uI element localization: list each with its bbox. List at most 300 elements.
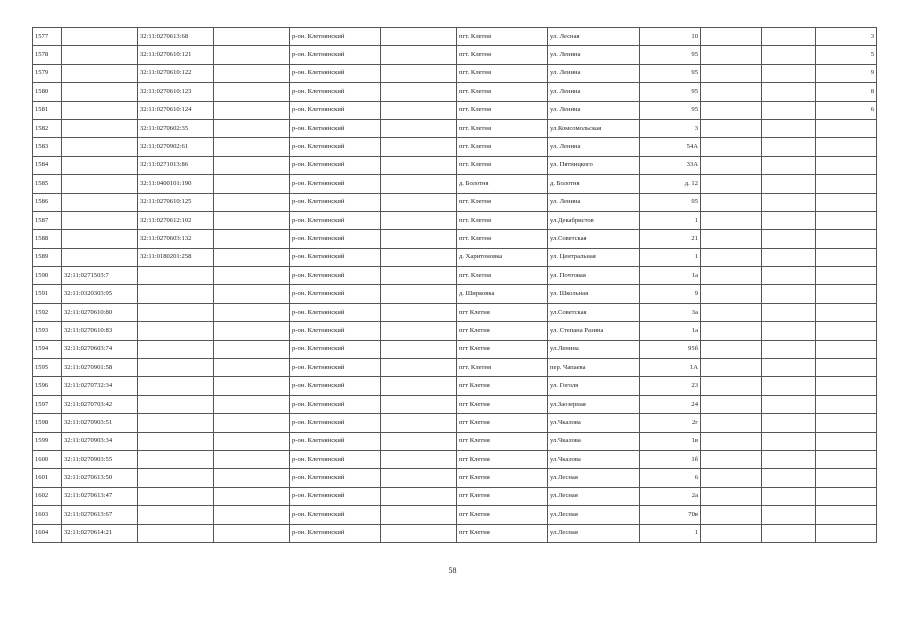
street-cell: ул. Ленина	[548, 138, 640, 156]
house-number-cell: 1б	[640, 450, 701, 468]
cadastral-number-cell: 32:11:0270610:80	[62, 303, 138, 321]
empty-cell	[762, 322, 816, 340]
row-number-cell: 1578	[33, 46, 62, 64]
apartment-cell	[816, 322, 877, 340]
house-number-cell: 1	[640, 211, 701, 229]
locality-cell: пгт Клетня	[457, 303, 548, 321]
locality-cell: пгт. Клетня	[457, 193, 548, 211]
house-number-cell: 6	[640, 469, 701, 487]
street-cell: ул. Степана Разина	[548, 322, 640, 340]
apartment-cell	[816, 156, 877, 174]
apartment-cell	[816, 524, 877, 542]
empty-cell	[214, 46, 290, 64]
empty-cell	[214, 340, 290, 358]
empty-cell	[214, 193, 290, 211]
district-cell: р-он. Клетнянский	[290, 450, 381, 468]
empty-cell	[214, 211, 290, 229]
cadastral-number-cell: 32:11:0270613:67	[62, 506, 138, 524]
empty-cell	[381, 285, 457, 303]
house-number-cell: 70в	[640, 506, 701, 524]
locality-cell: д. Ширковка	[457, 285, 548, 303]
empty-cell	[762, 119, 816, 137]
empty-cell	[762, 64, 816, 82]
cadastral-number-cell	[62, 119, 138, 137]
locality-cell: д. Болотня	[457, 175, 548, 193]
street-cell: ул.Лесная	[548, 524, 640, 542]
empty-cell	[762, 138, 816, 156]
empty-cell	[214, 524, 290, 542]
empty-cell	[701, 469, 762, 487]
row-number-cell: 1597	[33, 395, 62, 413]
district-cell: р-он. Клетнянский	[290, 487, 381, 505]
cadastral-number-cell	[62, 138, 138, 156]
house-number-cell: д. 12	[640, 175, 701, 193]
table-row	[33, 28, 877, 46]
locality-cell: пгт Клетня	[457, 414, 548, 432]
empty-cell	[701, 322, 762, 340]
table-body	[33, 28, 877, 543]
empty-cell	[381, 138, 457, 156]
cadastral-number-alt-cell	[138, 469, 214, 487]
apartment-cell	[816, 267, 877, 285]
cadastral-number-alt-cell: 32:11:0270612:102	[138, 211, 214, 229]
cadastral-number-cell: 32:11:0270903:55	[62, 450, 138, 468]
street-cell: ул. Лесная	[548, 28, 640, 46]
street-cell: ул.Лесная	[548, 487, 640, 505]
empty-cell	[762, 175, 816, 193]
empty-cell	[381, 414, 457, 432]
cadastral-number-cell	[62, 175, 138, 193]
empty-cell	[381, 46, 457, 64]
house-number-cell: 21	[640, 230, 701, 248]
house-number-cell: 2а	[640, 487, 701, 505]
cadastral-number-alt-cell: 32:11:0270613:68	[138, 28, 214, 46]
table-row	[33, 487, 877, 505]
table-row	[33, 138, 877, 156]
house-number-cell: 2г	[640, 414, 701, 432]
cadastral-number-cell: 32:11:0270603:74	[62, 340, 138, 358]
row-number-cell: 1591	[33, 285, 62, 303]
empty-cell	[701, 119, 762, 137]
empty-cell	[214, 28, 290, 46]
house-number-cell: 23	[640, 377, 701, 395]
empty-cell	[214, 285, 290, 303]
locality-cell: пгт Клетня	[457, 432, 548, 450]
table-row	[33, 414, 877, 432]
empty-cell	[701, 46, 762, 64]
cadastral-number-alt-cell: 32:11:0270602:35	[138, 119, 214, 137]
house-number-cell: 33А	[640, 156, 701, 174]
empty-cell	[762, 487, 816, 505]
cadastral-number-alt-cell: 32:11:0270610:124	[138, 101, 214, 119]
house-number-cell: 1	[640, 248, 701, 266]
table-row	[33, 524, 877, 542]
row-number-cell: 1603	[33, 506, 62, 524]
empty-cell	[214, 138, 290, 156]
apartment-cell	[816, 193, 877, 211]
street-cell: ул. Школьная	[548, 285, 640, 303]
table-row	[33, 267, 877, 285]
street-cell: ул.Заозерная	[548, 395, 640, 413]
district-cell: р-он. Клетнянский	[290, 138, 381, 156]
cadastral-number-alt-cell	[138, 303, 214, 321]
empty-cell	[214, 506, 290, 524]
table-row	[33, 432, 877, 450]
locality-cell: пгт Клетня	[457, 395, 548, 413]
empty-cell	[701, 377, 762, 395]
empty-cell	[762, 377, 816, 395]
house-number-cell: 95	[640, 64, 701, 82]
empty-cell	[381, 487, 457, 505]
empty-cell	[381, 248, 457, 266]
table-row	[33, 64, 877, 82]
street-cell: д. Болотня	[548, 175, 640, 193]
empty-cell	[701, 267, 762, 285]
street-cell: ул.Чкалова	[548, 414, 640, 432]
district-cell: р-он. Клетнянский	[290, 506, 381, 524]
cadastral-number-cell: 32:11:0270613:50	[62, 469, 138, 487]
page-number: 58	[448, 566, 457, 575]
cadastral-number-cell	[62, 230, 138, 248]
street-cell: ул. Ленина	[548, 46, 640, 64]
table-row	[33, 359, 877, 377]
cadastral-number-alt-cell	[138, 395, 214, 413]
row-number-cell: 1601	[33, 469, 62, 487]
empty-cell	[214, 395, 290, 413]
locality-cell: пгт. Клетня	[457, 138, 548, 156]
district-cell: р-он. Клетнянский	[290, 230, 381, 248]
table-row	[33, 506, 877, 524]
locality-cell: пгт Клетня	[457, 377, 548, 395]
empty-cell	[214, 64, 290, 82]
row-number-cell: 1595	[33, 359, 62, 377]
district-cell: р-он. Клетнянский	[290, 193, 381, 211]
apartment-cell	[816, 377, 877, 395]
row-number-cell: 1593	[33, 322, 62, 340]
apartment-cell	[816, 450, 877, 468]
house-number-cell: 95	[640, 193, 701, 211]
district-cell: р-он. Клетнянский	[290, 432, 381, 450]
table-row	[33, 46, 877, 64]
cadastral-number-cell: 32:11:0270703:42	[62, 395, 138, 413]
locality-cell: пгт. Клетня	[457, 28, 548, 46]
apartment-cell	[816, 285, 877, 303]
apartment-cell	[816, 248, 877, 266]
empty-cell	[381, 340, 457, 358]
empty-cell	[381, 156, 457, 174]
row-number-cell: 1581	[33, 101, 62, 119]
empty-cell	[701, 64, 762, 82]
house-number-cell: 3а	[640, 303, 701, 321]
locality-cell: пгт. Клетня	[457, 46, 548, 64]
apartment-cell	[816, 432, 877, 450]
street-cell: ул.Ленина	[548, 340, 640, 358]
table-row	[33, 193, 877, 211]
empty-cell	[701, 414, 762, 432]
empty-cell	[762, 524, 816, 542]
row-number-cell: 1600	[33, 450, 62, 468]
table-row	[33, 377, 877, 395]
cadastral-number-cell: 32:11:0270901:58	[62, 359, 138, 377]
empty-cell	[762, 248, 816, 266]
locality-cell: пгт. Клетня	[457, 156, 548, 174]
empty-cell	[762, 340, 816, 358]
apartment-cell: 9	[816, 64, 877, 82]
empty-cell	[381, 432, 457, 450]
empty-cell	[214, 322, 290, 340]
apartment-cell	[816, 211, 877, 229]
locality-cell: пгт. Клетня	[457, 211, 548, 229]
row-number-cell: 1586	[33, 193, 62, 211]
row-number-cell: 1592	[33, 303, 62, 321]
empty-cell	[214, 432, 290, 450]
house-number-cell: 1в	[640, 432, 701, 450]
apartment-cell	[816, 487, 877, 505]
empty-cell	[762, 395, 816, 413]
empty-cell	[762, 285, 816, 303]
cadastral-number-alt-cell: 32:11:0271013:86	[138, 156, 214, 174]
row-number-cell: 1587	[33, 211, 62, 229]
row-number-cell: 1589	[33, 248, 62, 266]
property-register-table	[32, 27, 877, 543]
table-row	[33, 303, 877, 321]
empty-cell	[214, 359, 290, 377]
empty-cell	[701, 285, 762, 303]
empty-cell	[701, 432, 762, 450]
district-cell: р-он. Клетнянский	[290, 28, 381, 46]
apartment-cell: 6	[816, 101, 877, 119]
district-cell: р-он. Клетнянский	[290, 156, 381, 174]
empty-cell	[762, 211, 816, 229]
empty-cell	[381, 322, 457, 340]
cadastral-number-alt-cell: 32:11:0270610:125	[138, 193, 214, 211]
empty-cell	[701, 230, 762, 248]
cadastral-number-cell	[62, 211, 138, 229]
row-number-cell: 1583	[33, 138, 62, 156]
locality-cell: д. Харитоновка	[457, 248, 548, 266]
house-number-cell: 95	[640, 101, 701, 119]
street-cell: ул. Ленина	[548, 83, 640, 101]
empty-cell	[762, 28, 816, 46]
house-number-cell: 1А	[640, 359, 701, 377]
row-number-cell: 1585	[33, 175, 62, 193]
empty-cell	[701, 487, 762, 505]
cadastral-number-alt-cell	[138, 432, 214, 450]
cadastral-number-alt-cell	[138, 322, 214, 340]
district-cell: р-он. Клетнянский	[290, 211, 381, 229]
empty-cell	[701, 193, 762, 211]
district-cell: р-он. Клетнянский	[290, 119, 381, 137]
empty-cell	[701, 450, 762, 468]
locality-cell: пгт Клетня	[457, 340, 548, 358]
empty-cell	[214, 83, 290, 101]
empty-cell	[381, 524, 457, 542]
street-cell: ул.Чкалова	[548, 432, 640, 450]
row-number-cell: 1596	[33, 377, 62, 395]
empty-cell	[701, 83, 762, 101]
empty-cell	[381, 175, 457, 193]
cadastral-number-cell: 32:11:0270732:34	[62, 377, 138, 395]
table-row	[33, 450, 877, 468]
empty-cell	[381, 359, 457, 377]
house-number-cell: 95	[640, 46, 701, 64]
empty-cell	[381, 193, 457, 211]
cadastral-number-alt-cell: 32:11:0270610:123	[138, 83, 214, 101]
empty-cell	[214, 450, 290, 468]
empty-cell	[762, 83, 816, 101]
locality-cell: пгт. Клетня	[457, 359, 548, 377]
street-cell: ул.Советская	[548, 230, 640, 248]
table-row	[33, 469, 877, 487]
house-number-cell: 95	[640, 83, 701, 101]
district-cell: р-он. Клетнянский	[290, 101, 381, 119]
house-number-cell: 10	[640, 28, 701, 46]
empty-cell	[701, 101, 762, 119]
cadastral-number-alt-cell	[138, 450, 214, 468]
district-cell: р-он. Клетнянский	[290, 46, 381, 64]
cadastral-number-cell	[62, 64, 138, 82]
row-number-cell: 1579	[33, 64, 62, 82]
row-number-cell: 1577	[33, 28, 62, 46]
street-cell: ул. Ленина	[548, 101, 640, 119]
district-cell: р-он. Клетнянский	[290, 267, 381, 285]
cadastral-number-cell: 32:11:0270903:34	[62, 432, 138, 450]
empty-cell	[214, 156, 290, 174]
table-row	[33, 248, 877, 266]
table-row	[33, 285, 877, 303]
locality-cell: пгт Клетня	[457, 469, 548, 487]
table-row	[33, 83, 877, 101]
apartment-cell: 8	[816, 83, 877, 101]
empty-cell	[701, 506, 762, 524]
cadastral-number-alt-cell	[138, 414, 214, 432]
empty-cell	[701, 524, 762, 542]
apartment-cell	[816, 340, 877, 358]
empty-cell	[762, 506, 816, 524]
empty-cell	[381, 267, 457, 285]
empty-cell	[381, 377, 457, 395]
district-cell: р-он. Клетнянский	[290, 322, 381, 340]
apartment-cell	[816, 230, 877, 248]
empty-cell	[762, 469, 816, 487]
empty-cell	[214, 248, 290, 266]
empty-cell	[701, 340, 762, 358]
locality-cell: пгт Клетня	[457, 524, 548, 542]
empty-cell	[381, 119, 457, 137]
apartment-cell	[816, 119, 877, 137]
row-number-cell: 1604	[33, 524, 62, 542]
district-cell: р-он. Клетнянский	[290, 469, 381, 487]
empty-cell	[214, 267, 290, 285]
apartment-cell	[816, 359, 877, 377]
table-row	[33, 119, 877, 137]
house-number-cell: 3	[640, 119, 701, 137]
empty-cell	[762, 230, 816, 248]
cadastral-number-alt-cell	[138, 267, 214, 285]
street-cell: пер. Чапаева	[548, 359, 640, 377]
street-cell: ул. Гоголя	[548, 377, 640, 395]
locality-cell: пгт. Клетня	[457, 267, 548, 285]
empty-cell	[762, 359, 816, 377]
apartment-cell	[816, 469, 877, 487]
empty-cell	[762, 267, 816, 285]
empty-cell	[762, 101, 816, 119]
house-number-cell: 95б	[640, 340, 701, 358]
empty-cell	[701, 303, 762, 321]
district-cell: р-он. Клетнянский	[290, 64, 381, 82]
empty-cell	[214, 469, 290, 487]
table-row	[33, 230, 877, 248]
street-cell: ул. Ленина	[548, 64, 640, 82]
cadastral-number-cell: 32:11:0270903:51	[62, 414, 138, 432]
street-cell: ул.Декабристов	[548, 211, 640, 229]
locality-cell: пгт. Клетня	[457, 64, 548, 82]
empty-cell	[214, 119, 290, 137]
street-cell: ул.Лесная	[548, 506, 640, 524]
district-cell: р-он. Клетнянский	[290, 248, 381, 266]
table-row	[33, 340, 877, 358]
apartment-cell	[816, 138, 877, 156]
cadastral-number-alt-cell: 32:11:0270610:122	[138, 64, 214, 82]
cadastral-number-cell	[62, 101, 138, 119]
house-number-cell: 1а	[640, 267, 701, 285]
empty-cell	[762, 414, 816, 432]
row-number-cell: 1588	[33, 230, 62, 248]
district-cell: р-он. Клетнянский	[290, 377, 381, 395]
empty-cell	[214, 487, 290, 505]
empty-cell	[381, 450, 457, 468]
cadastral-number-cell: 32:11:0270610:83	[62, 322, 138, 340]
empty-cell	[762, 193, 816, 211]
cadastral-number-alt-cell: 32:11:0180201:258	[138, 248, 214, 266]
cadastral-number-cell: 32:11:0320303:95	[62, 285, 138, 303]
locality-cell: пгт. Клетня	[457, 83, 548, 101]
row-number-cell: 1598	[33, 414, 62, 432]
locality-cell: пгт. Клетня	[457, 101, 548, 119]
street-cell: ул. Почтовая	[548, 267, 640, 285]
empty-cell	[381, 303, 457, 321]
locality-cell: пгт. Клетня	[457, 230, 548, 248]
empty-cell	[701, 211, 762, 229]
empty-cell	[381, 506, 457, 524]
district-cell: р-он. Клетнянский	[290, 285, 381, 303]
cadastral-number-alt-cell: 32:11:0270603:132	[138, 230, 214, 248]
empty-cell	[214, 175, 290, 193]
table-row	[33, 211, 877, 229]
table-row	[33, 395, 877, 413]
house-number-cell: 1	[640, 524, 701, 542]
row-number-cell: 1580	[33, 83, 62, 101]
cadastral-number-alt-cell	[138, 506, 214, 524]
house-number-cell: 9	[640, 285, 701, 303]
table-row	[33, 101, 877, 119]
empty-cell	[701, 156, 762, 174]
empty-cell	[701, 138, 762, 156]
street-cell: ул.Комсомольская	[548, 119, 640, 137]
empty-cell	[762, 156, 816, 174]
empty-cell	[381, 28, 457, 46]
empty-cell	[381, 101, 457, 119]
cadastral-number-cell	[62, 248, 138, 266]
locality-cell: пгт Клетня	[457, 506, 548, 524]
row-number-cell: 1594	[33, 340, 62, 358]
table-row	[33, 322, 877, 340]
table-row	[33, 156, 877, 174]
cadastral-number-cell: 32:11:0270614:21	[62, 524, 138, 542]
apartment-cell	[816, 303, 877, 321]
empty-cell	[701, 28, 762, 46]
empty-cell	[381, 211, 457, 229]
